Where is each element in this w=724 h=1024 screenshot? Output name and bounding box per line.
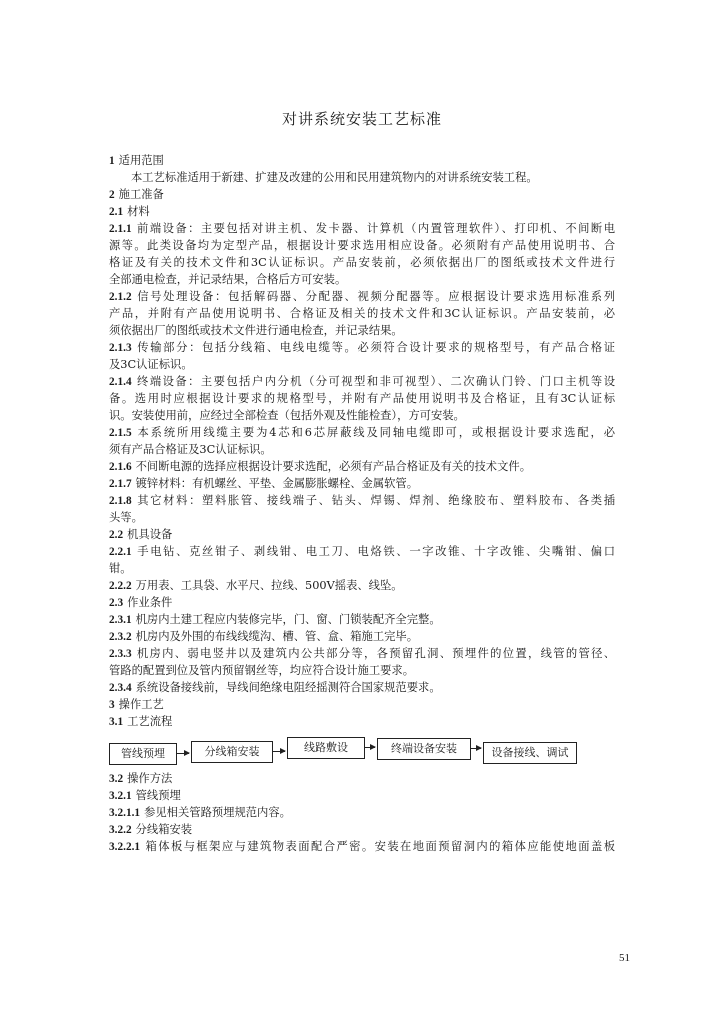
paragraph-text: 前端设备：主要包括对讲主机、发卡器、计算机（内置管理软件）、打印机、不间断电 xyxy=(135,222,615,235)
text-line xyxy=(109,509,615,526)
text-line xyxy=(109,804,615,821)
text-line xyxy=(109,407,615,424)
paragraph-text: 产品，并附有产品使用说明书、合格证及相关的技术文件和3C认证标识。产品安装前，必 xyxy=(109,307,615,320)
text-line xyxy=(109,254,615,271)
flow-step: 线路敷设 xyxy=(287,737,365,759)
section-number: 2.1.5 xyxy=(109,427,132,439)
paragraph-text: 全部通电检查，并记录结果，合格后方可安装。 xyxy=(109,273,347,286)
section-heading: 分线箱安装 xyxy=(135,823,193,836)
paragraph-text: 识。安装使用前，应经过全部检查（包括外观及性能检查），方可安装。 xyxy=(109,409,465,422)
text-line xyxy=(109,424,615,441)
text-line xyxy=(109,186,615,203)
text-line xyxy=(109,390,615,407)
document-body xyxy=(109,152,615,855)
flow-arrow xyxy=(471,748,481,749)
section-number: 2.2.1 xyxy=(109,546,132,558)
paragraph-text: 信号处理设备：包括解码器、分配器、视频分配器等。应根据设计要求选用标准系列 xyxy=(135,290,615,303)
text-block-after-flowchart xyxy=(109,770,615,855)
section-heading: 操作方法 xyxy=(127,772,173,785)
paragraph-text: 机房内、弱电竖井以及建筑内公共部分等，各预留孔洞、预埋件的位置，线管的管径、 xyxy=(135,647,615,660)
section-heading: 材料 xyxy=(127,205,150,218)
text-line xyxy=(109,271,615,288)
section-number: 2.2.2 xyxy=(109,580,132,592)
text-line xyxy=(109,441,615,458)
paragraph-text: 手电钻、克丝钳子、剥线钳、电工刀、电烙铁、一字改锥、十字改锥、尖嘴钳、偏口 xyxy=(135,545,615,558)
text-line xyxy=(109,838,615,855)
section-number: 2.3.4 xyxy=(109,682,132,694)
section-number: 3 xyxy=(109,699,115,711)
section-heading: 工艺流程 xyxy=(127,715,173,728)
section-number: 2.1.7 xyxy=(109,478,132,490)
text-line xyxy=(109,203,615,220)
paragraph-text: 源等。此类设备均为定型产品，根据设计要求选用相应设备。必须附有产品使用说明书、合 xyxy=(109,239,615,252)
text-line xyxy=(109,628,615,645)
text-line xyxy=(109,322,615,339)
text-line xyxy=(109,475,615,492)
section-number: 2.1.1 xyxy=(109,223,132,235)
paragraph-text: 机房内土建工程应内装修完毕，门、窗、门锁装配齐全完整。 xyxy=(135,613,441,626)
paragraph-text: 终端设备：主要包括户内分机（分可视型和非可视型）、二次确认门铃、门口主机等设 xyxy=(135,375,615,388)
paragraph-text: 须有产品合格证及3C认证标识。 xyxy=(109,443,272,456)
section-heading: 作业条件 xyxy=(127,596,173,609)
section-number: 3.1 xyxy=(109,716,124,728)
section-number: 3.2.1.1 xyxy=(109,807,141,819)
text-line xyxy=(109,305,615,322)
text-line xyxy=(109,220,615,237)
page-title: 对讲系统安装工艺标准 xyxy=(281,110,442,128)
section-number: 1 xyxy=(109,155,115,167)
text-line xyxy=(109,662,615,679)
flow-arrow xyxy=(177,753,189,754)
text-block-before-flowchart xyxy=(109,152,615,730)
section-number: 2.1.4 xyxy=(109,376,132,388)
paragraph-text: 系统设备接线前，导线间绝缘电阻经摇测符合国家规范要求。 xyxy=(135,681,441,694)
section-number: 2.3.1 xyxy=(109,614,132,626)
section-number: 2.1.2 xyxy=(109,291,132,303)
flow-step: 终端设备安装 xyxy=(377,738,471,760)
text-line xyxy=(109,237,615,254)
section-heading: 机具设备 xyxy=(127,528,173,541)
text-line xyxy=(109,288,615,305)
paragraph-text: 本系统所用线缆主要为4芯和6芯屏蔽线及同轴电缆即可，或根据设计要求选配，必 xyxy=(135,426,615,439)
section-number: 3.2.2 xyxy=(109,824,132,836)
flow-arrow xyxy=(273,751,285,752)
text-line xyxy=(109,713,615,730)
paragraph-text: 万用表、工具袋、水平尺、拉线、500V摇表、线坠。 xyxy=(135,579,403,592)
section-number: 2.1 xyxy=(109,206,124,218)
section-number: 3.2.1 xyxy=(109,790,132,802)
paragraph-text: 参见相关管路预埋规范内容。 xyxy=(144,806,291,819)
text-line xyxy=(109,526,615,543)
text-line xyxy=(109,543,615,560)
paragraph-text: 机房内及外围的布线线缆沟、槽、管、盒、箱施工完毕。 xyxy=(135,630,419,643)
paragraph-text: 头等。 xyxy=(109,511,143,524)
flow-step: 设备接线、调试 xyxy=(483,742,577,764)
text-line xyxy=(109,696,615,713)
text-line xyxy=(109,679,615,696)
paragraph-text: 格证及有关的技术文件和3C认证标识。产品安装前，必须依据出厂的图纸或技术文件进行 xyxy=(109,256,615,269)
paragraph-text: 本工艺标准适用于新建、扩建及改建的公用和民用建筑物内的对讲系统安装工程。 xyxy=(131,171,538,184)
paragraph-text: 传输部分：包括分线箱、电线电缆等。必须符合设计要求的规格型号，有产品合格证 xyxy=(135,341,615,354)
section-number: 2.2 xyxy=(109,529,124,541)
text-line xyxy=(109,787,615,804)
paragraph-text: 其它材料：塑料胀管、接线端子、钻头、焊锡、焊剂、绝缘胶布、塑料胶布、各类插 xyxy=(135,494,615,507)
flow-arrow xyxy=(365,747,375,748)
paragraph-text: 钳。 xyxy=(109,562,132,575)
text-line xyxy=(109,373,615,390)
section-number: 2 xyxy=(109,189,115,201)
text-line xyxy=(109,152,615,169)
paragraph-text: 及3C认证标识。 xyxy=(109,358,193,371)
text-line xyxy=(109,356,615,373)
section-number: 3.2 xyxy=(109,773,124,785)
section-heading: 操作工艺 xyxy=(118,698,164,711)
text-line xyxy=(109,458,615,475)
text-line xyxy=(109,560,615,577)
text-line xyxy=(109,770,615,787)
section-number: 2.1.6 xyxy=(109,461,132,473)
paragraph-text: 镀锌材料：有机螺丝、平垫、金属膨胀螺栓、金属软管。 xyxy=(135,477,419,490)
section-number: 3.2.2.1 xyxy=(109,841,141,853)
section-heading: 管线预埋 xyxy=(135,789,181,802)
text-line xyxy=(109,645,615,662)
section-number: 2.1.3 xyxy=(109,342,132,354)
text-line xyxy=(109,169,615,186)
paragraph-text: 须依据出厂的图纸或技术文件进行通电检查，并记录结果。 xyxy=(109,324,403,337)
paragraph-text: 管路的配置到位及管内预留钢丝等，均应符合设计施工要求。 xyxy=(109,664,415,677)
flow-step: 分线箱安装 xyxy=(191,741,273,763)
section-heading: 施工准备 xyxy=(118,188,164,201)
section-number: 2.3.2 xyxy=(109,631,132,643)
section-number: 2.3 xyxy=(109,597,124,609)
section-number: 2.1.8 xyxy=(109,495,132,507)
text-line xyxy=(109,594,615,611)
paragraph-text: 箱体板与框架应与建筑物表面配合严密。安装在地面预留洞内的箱体应能使地面盖板 xyxy=(144,840,615,853)
paragraph-text: 备。选用时应根据设计要求的规格型号，并附有产品使用说明书及合格证，且有3C认证标 xyxy=(109,392,615,405)
text-line xyxy=(109,611,615,628)
text-line xyxy=(109,577,615,594)
page-number: 51 xyxy=(619,952,630,964)
paragraph-text: 不间断电源的选择应根据设计要求选配，必须有产品合格证及有关的技术文件。 xyxy=(135,460,531,473)
flow-step: 管线预埋 xyxy=(109,743,177,765)
section-heading: 适用范围 xyxy=(118,154,164,167)
text-line xyxy=(109,339,615,356)
text-line xyxy=(109,821,615,838)
process-flowchart xyxy=(109,735,615,767)
text-line xyxy=(109,492,615,509)
section-number: 2.3.3 xyxy=(109,648,132,660)
